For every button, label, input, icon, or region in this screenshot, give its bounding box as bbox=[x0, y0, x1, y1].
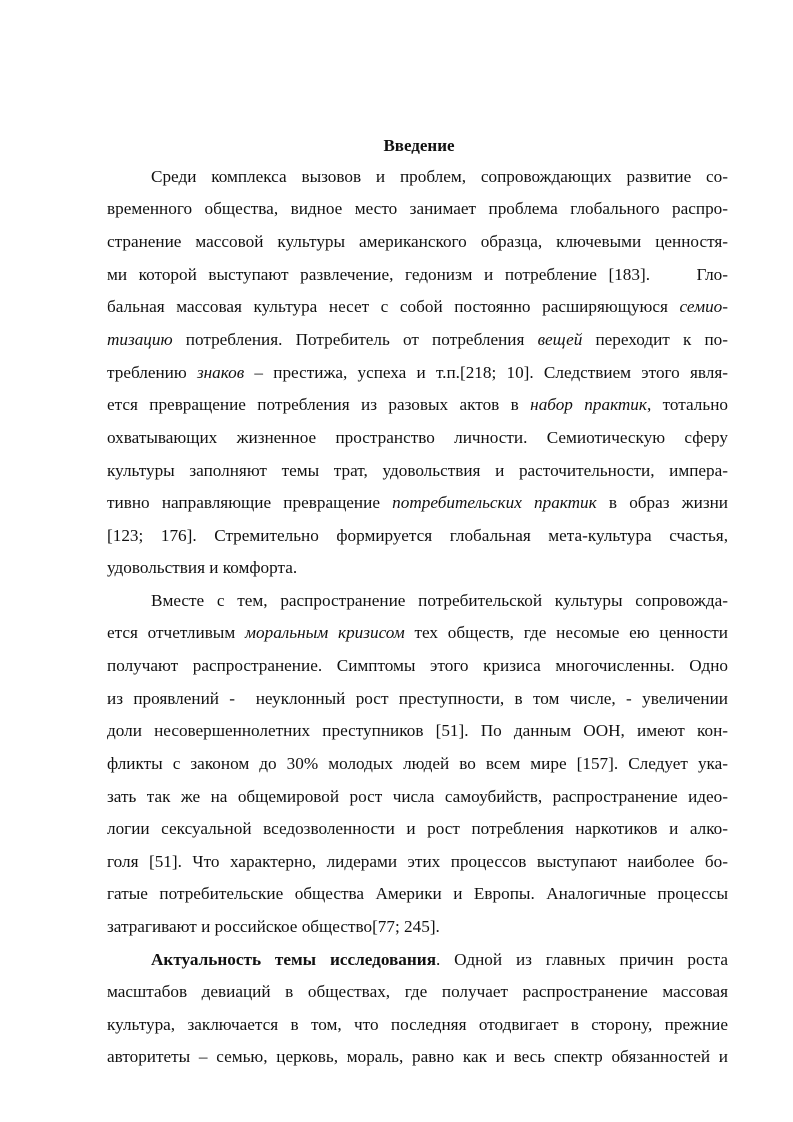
text-line: Среди комплекса вызовов и проблем, сопровождающих развитие со- bbox=[151, 167, 728, 186]
text-line: зать так же на общемировой рост числа самоубийств, распространение идео- bbox=[107, 787, 728, 806]
text-line: тизацию потребления. Потребитель от потребления вещей переходит к по- bbox=[107, 330, 729, 349]
text-line: затрагивают и российское общество[77; 245]. bbox=[107, 917, 440, 936]
text-line: Вместе с тем, распространение потребительской культуры сопровожда- bbox=[151, 591, 728, 610]
text-line: бальная массовая культура несет с собой постоянно расширяющуюся семио- bbox=[107, 297, 728, 316]
emphasis-text: моральным кризисом bbox=[245, 623, 405, 642]
text-line: временного общества, видное место занимает проблема глобального распро- bbox=[107, 199, 728, 218]
text-line: удовольствия и комфорта. bbox=[107, 558, 298, 577]
text-line: из проявлений - неуклонный рост преступности, в том числе, - увеличении bbox=[107, 689, 728, 708]
emphasis-text: потребительских практик bbox=[392, 493, 597, 512]
text-line: логии сексуальной вседозволенности и рост потребления наркотиков и алко- bbox=[107, 819, 728, 838]
emphasis-text: набор практик bbox=[530, 395, 647, 414]
page-title: Введение bbox=[383, 136, 455, 155]
text-line: ется отчетливым моральным кризисом тех обществ, где несомые ею ценности bbox=[107, 623, 728, 642]
text-line: голя [51]. Что характерно, лидерами этих процессов выступают наиболее бо- bbox=[107, 852, 728, 871]
text-line: масштабов девиаций в обществах, где получает распространение массовая bbox=[107, 982, 728, 1001]
text-line: ми которой выступают развлечение, гедонизм и потребление [183]. Гло- bbox=[107, 265, 728, 284]
text-line: авторитеты – семью, церковь, мораль, равно как и весь спектр обязанностей и bbox=[107, 1047, 728, 1066]
text-line: культура, заключается в том, что последняя отодвигает в сторону, прежние bbox=[107, 1015, 728, 1034]
emphasis-text: знаков bbox=[196, 363, 245, 382]
text-line: странение массовой культуры американского образца, ключевыми ценностя- bbox=[107, 232, 728, 251]
emphasis-text: тизацию bbox=[107, 330, 173, 349]
text-line: гатые потребительские общества Америки и Европы. Аналогичные процессы bbox=[107, 884, 728, 903]
text-line: Актуальность темы исследования. Одной из главных причин роста bbox=[151, 950, 728, 969]
text-line: доли несовершеннолетних преступников [51]. По данным ООН, имеют кон- bbox=[107, 721, 728, 740]
text-line: [123; 176]. Стремительно формируется глобальная мета-культура счастья, bbox=[107, 526, 728, 545]
emphasis-text: вещей bbox=[537, 330, 583, 349]
text-line: ется превращение потребления из разовых актов в набор практик, тотально bbox=[107, 395, 728, 414]
text-line: тивно направляющие превращение потребительских практик в образ жизни bbox=[107, 493, 728, 512]
text-line: треблению знаков – престижа, успеха и т.п.[218; 10]. Следствием этого явля- bbox=[107, 363, 728, 382]
section-lead-bold: Актуальность темы исследования bbox=[151, 950, 437, 969]
text-line: фликты с законом до 30% молодых людей во всем мире [157]. Следует ука- bbox=[107, 754, 728, 773]
emphasis-text: семио- bbox=[679, 297, 728, 316]
text-line: культуры заполняют темы трат, удовольствия и расточительности, импера- bbox=[107, 461, 728, 480]
text-line: охватывающих жизненное пространство личности. Семиотическую сферу bbox=[107, 428, 728, 447]
text-line: получают распространение. Симптомы этого кризиса многочисленны. Одно bbox=[107, 656, 728, 675]
